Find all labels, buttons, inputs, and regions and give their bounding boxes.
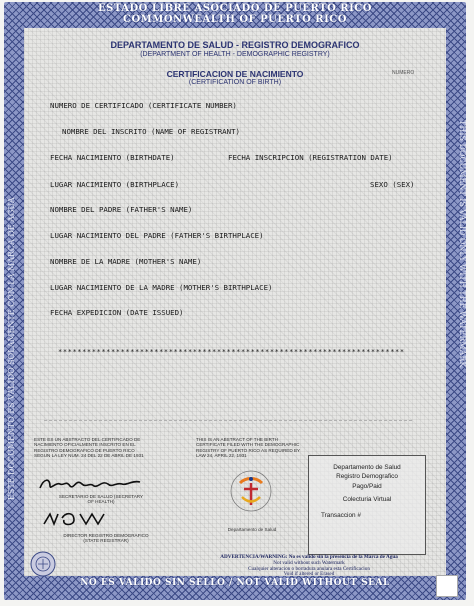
stamp-line-3: Pago/Paid bbox=[352, 483, 382, 490]
warning-line-en: Not valid without such Watermark bbox=[273, 559, 345, 566]
seal-icon bbox=[28, 550, 58, 578]
field-father-birthplace: LUGAR NACIMIENTO DEL PADRE (FATHER'S BIRTHPLACE) bbox=[50, 231, 264, 240]
department-title: DEPARTAMENTO DE SALUD - REGISTRO DEMOGRAFICO bbox=[110, 40, 360, 50]
certificate-title-en: (CERTIFICATION OF BIRTH) bbox=[188, 79, 282, 86]
health-department-emblem-icon bbox=[226, 467, 276, 523]
department-title-en: (DEPARTMENT OF HEALTH - DEMOGRAPHIC REGISTRY) bbox=[140, 51, 330, 58]
field-registration-date: FECHA INSCRIPCION (REGISTRATION DATE) bbox=[228, 153, 393, 162]
legal-text-spanish: ESTE ES UN ABSTRACTO DEL CERTIFICADO DE NACIMIENTO OFICIALMENTE INSCRITO EN EL REGISTRO DEMOGRAFICO DE PUERTO RICO SEGUN LA LEY NUM. 24 DEL 22 DE ABRIL DE 1931 bbox=[34, 437, 144, 459]
alteration-line-es: Cualquier alteracion o borradura anulara esta Certificacion bbox=[248, 565, 370, 572]
divider bbox=[44, 420, 412, 421]
director-signature bbox=[40, 510, 110, 528]
warning-line-es: ADVERTENCIA/WARNING: No es valido sin la presencia de la Marca de Agua bbox=[220, 554, 398, 560]
star-line: ************************************************************************ bbox=[58, 348, 405, 356]
field-sex: SEXO (SEX) bbox=[370, 180, 415, 189]
top-band bbox=[4, 3, 466, 25]
field-father-name: NOMBRE DEL PADRE (FATHER'S NAME) bbox=[50, 205, 193, 214]
bottom-band: NO ES VALIDO SIN SELLO / NOT VALID WITHOUT SEAL bbox=[80, 578, 390, 588]
payment-stamp bbox=[308, 455, 426, 555]
field-registrant-name: NOMBRE DEL INSCRITO (NAME OF REGISTRANT) bbox=[62, 127, 240, 136]
secretary-title: SECRETARIO DE SALUD (SECRETARY OF HEALTH) bbox=[58, 494, 144, 505]
warning-text bbox=[164, 555, 454, 578]
certificate-title: CERTIFICACION DE NACIMIENTO bbox=[166, 69, 304, 79]
secretary-signature bbox=[36, 472, 146, 494]
director-title: DIRECTOR REGISTRO DEMOGRAFICO (STATE REGISTRAR) bbox=[63, 533, 149, 544]
side-text-right: THIS DOCUMENT IS VALID ONLY WITH THE WATERMARK bbox=[458, 120, 467, 368]
stamp-line-4: Colecturia Virtual bbox=[342, 495, 392, 503]
stamp-line-2: Registro Demografico bbox=[336, 472, 398, 480]
numero-label: NUMERO bbox=[392, 70, 415, 76]
transaction-label: Transaccion # bbox=[321, 512, 361, 519]
commonwealth-name: COMMONWEALTH OF PUERTO RICO bbox=[123, 14, 347, 25]
field-certificate-number: NUMERO DE CERTIFICADO (CERTIFICATE NUMBER) bbox=[50, 101, 237, 110]
alteration-line-en: Void if altered or Erased bbox=[283, 571, 335, 578]
field-birthdate: FECHA NACIMIENTO (BIRTHDATE) bbox=[50, 153, 175, 162]
side-text-left: ESTE DOCUMENTO ES VALIDO SOLAMENTE CON LA MARCA DE AGUA bbox=[7, 197, 16, 500]
field-mother-name: NOMBRE DE LA MADRE (MOTHER'S NAME) bbox=[50, 257, 202, 266]
field-date-issued: FECHA EXPEDICION (DATE ISSUED) bbox=[50, 308, 184, 317]
state-name: ESTADO LIBRE ASOCIADO DE PUERTO RICO bbox=[98, 3, 372, 14]
emblem-caption: Departamento de Salud bbox=[227, 527, 277, 532]
legal-text-english: THIS IS AN ABSTRACT OF THE BIRTH CERTIFICATE FILED WITH THE DEMOGRAPHIC REGISTRY OF PUERTO RICO AS REQUIRED BY LAW 24, APRIL 22, 1931 bbox=[196, 437, 300, 459]
field-birthplace: LUGAR NACIMIENTO (BIRTHPLACE) bbox=[50, 180, 180, 189]
field-mother-birthplace: LUGAR NACIMIENTO DE LA MADRE (MOTHER'S BIRTHPLACE) bbox=[50, 283, 273, 292]
stamp-line-1: Departamento de Salud bbox=[333, 464, 401, 471]
